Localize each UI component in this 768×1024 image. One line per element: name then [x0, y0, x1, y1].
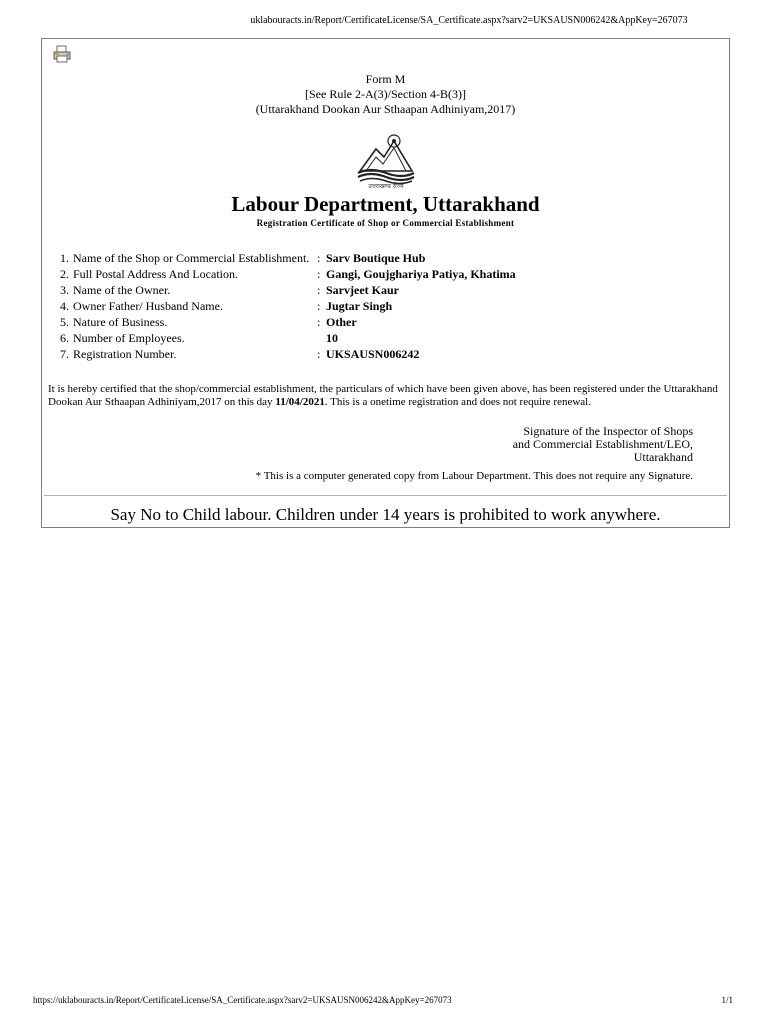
certificate-title: Registration Certificate of Shop or Commercial Establishment — [256, 218, 515, 228]
separator: : — [317, 251, 321, 265]
row-number: 6. — [60, 331, 69, 345]
page-number: 1/1 — [721, 995, 733, 1005]
row-label: Nature of Business. — [73, 315, 168, 329]
certify-text-start: It is hereby certified that the shop/commercial establishment, the particulars of which have been given above, has been registered under the Uttarakhand Dookan Aur Sthaapan Adhiniyam,2017 on this day — [48, 383, 718, 408]
separator: : — [317, 267, 321, 281]
signature-line-3: Uttarakhand — [633, 450, 693, 464]
footer-url: https://uklabouracts.in/Report/CertificateLicense/SA_Certificate.aspx?sarv2=UKSAUSN006242&AppKey=267073 — [33, 995, 452, 1005]
row-label: Owner Father/ Husband Name. — [73, 299, 223, 313]
shop-name-value: Sarv Boutique Hub — [326, 251, 426, 265]
row-number: 1. — [60, 251, 69, 265]
header-url: uklabouracts.in/Report/CertificateLicense/SA_Certificate.aspx?sarv2=UKSAUSN006242&AppKey=267073 — [250, 15, 688, 26]
form-header — [42, 72, 729, 117]
form-name: Form M — [365, 72, 406, 86]
row-number: 7. — [60, 347, 69, 361]
separator: : — [317, 315, 321, 329]
registration-value: UKSAUSN006242 — [326, 347, 420, 361]
emblem-caption: उत्तराखण्ड राज्य — [368, 183, 404, 190]
owner-value: Sarvjeet Kaur — [326, 283, 399, 297]
certify-text-end: . This is a onetime registration and does not require renewal. — [324, 396, 591, 408]
row-label: Number of Employees. — [73, 331, 185, 345]
row-number: 4. — [60, 299, 69, 313]
row-label: Name of the Owner. — [73, 283, 171, 297]
divider — [44, 495, 727, 496]
row-number: 5. — [60, 315, 69, 329]
child-labour-slogan: Say No to Child labour. Children under 14 years is prohibited to work anywhere. — [110, 505, 661, 524]
detail-row-business-nature — [52, 314, 516, 330]
certificate-frame — [41, 38, 730, 528]
separator: : — [317, 283, 321, 297]
row-number: 2. — [60, 267, 69, 281]
detail-row-employees — [52, 330, 516, 346]
registration-date: 11/04/2021 — [275, 396, 325, 408]
separator: : — [317, 299, 321, 313]
computer-generated-note: * This is a computer generated copy from Labour Department. This does not require any Signature. — [255, 470, 693, 482]
row-label: Name of the Shop or Commercial Establishment. — [73, 251, 310, 265]
detail-row-shop-name — [52, 250, 516, 266]
print-icon[interactable] — [52, 45, 72, 63]
certification-text — [48, 383, 728, 409]
signature-line-1: Signature of the Inspector of Shops — [523, 424, 693, 438]
row-label: Registration Number. — [73, 347, 177, 361]
detail-row-address — [52, 266, 516, 282]
separator: : — [317, 347, 321, 361]
employees-value: 10 — [326, 331, 338, 345]
address-value: Gangi, Goujghariya Patiya, Khatima — [326, 267, 516, 281]
act-reference: (Uttarakhand Dookan Aur Sthaapan Adhiniyam,2017) — [255, 102, 516, 116]
uttarakhand-emblem — [350, 131, 422, 193]
business-nature-value: Other — [326, 315, 357, 329]
signature-block — [513, 425, 693, 464]
detail-row-father-husband — [52, 298, 516, 314]
row-label: Full Postal Address And Location. — [73, 267, 238, 281]
details-table — [52, 250, 516, 362]
detail-row-registration — [52, 346, 516, 362]
rule-reference: [See Rule 2-A(3)/Section 4-B(3)] — [305, 87, 466, 101]
father-husband-value: Jugtar Singh — [326, 299, 393, 313]
signature-line-2: and Commercial Establishment/LEO, — [512, 437, 693, 451]
detail-row-owner — [52, 282, 516, 298]
department-title: Labour Department, Uttarakhand — [231, 192, 540, 216]
row-number: 3. — [60, 283, 69, 297]
